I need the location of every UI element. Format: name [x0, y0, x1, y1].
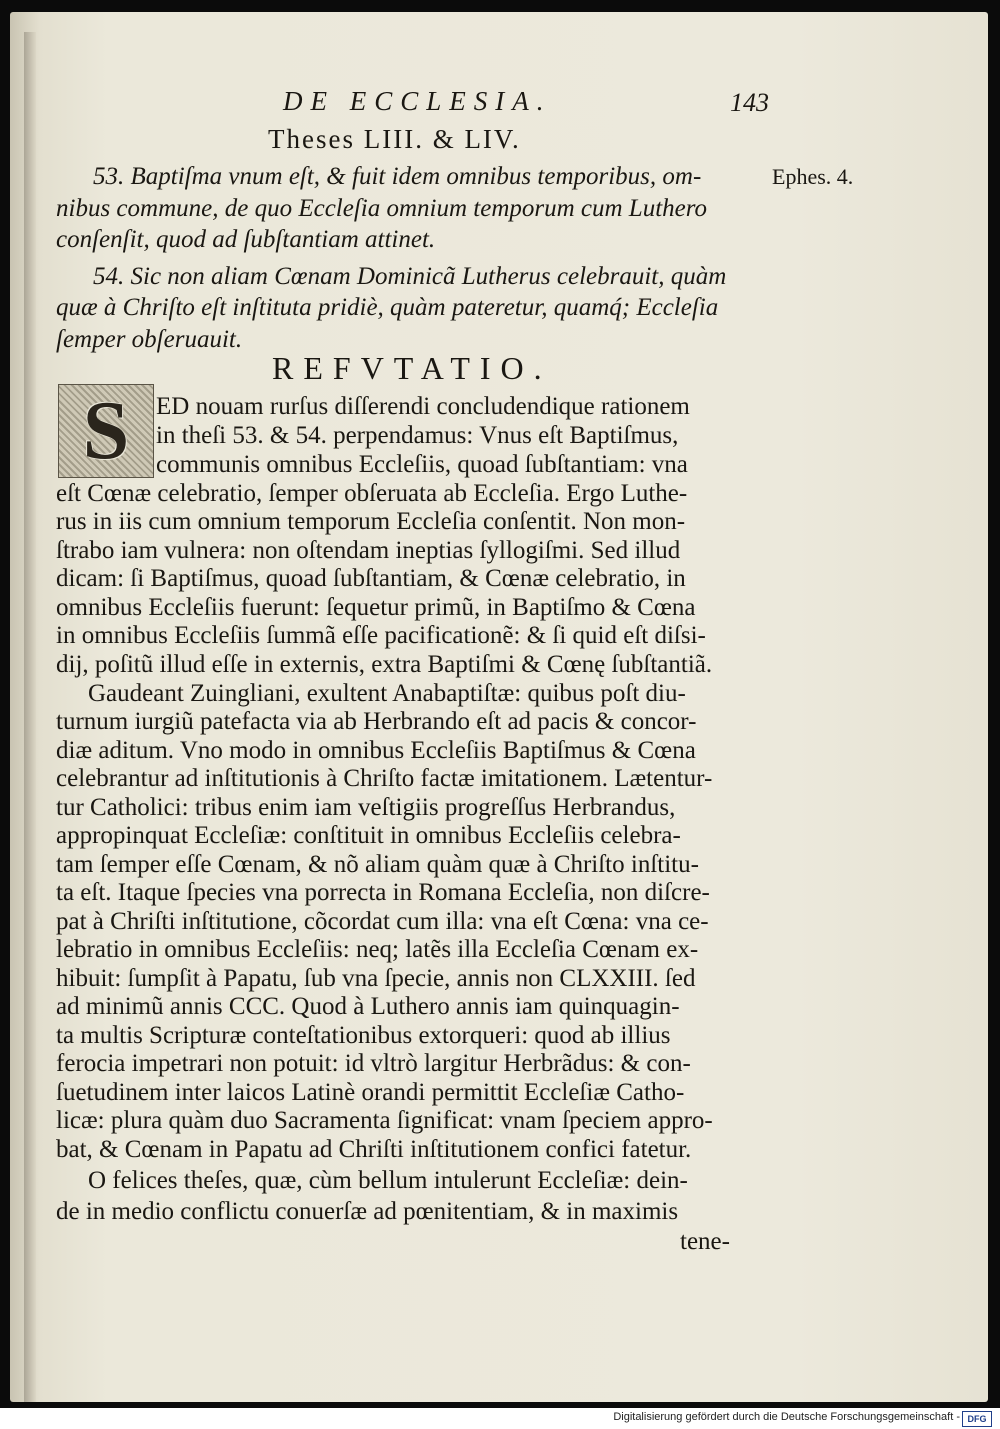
body-line: O felices theſes, quæ, cùm bellum intulerunt Eccleſiæ: dein- [88, 1167, 688, 1194]
theses-heading: Theses LIII. & LIV. [268, 124, 521, 154]
theses-line: 53. Baptiſma vnum eſt, & fuit idem omnibus temporibus, om- [93, 163, 702, 190]
body-line: communis omnibus Eccleſiis, quoad ſubſtantiam: vna [156, 451, 688, 478]
body-line: ſtrabo iam vulnera: non oſtendam ineptias ſyllogiſmi. Sed illud [56, 537, 681, 564]
body-line: bat, & Cœnam in Papatu ad Chriſti inſtitutionem confici fatetur. [56, 1136, 692, 1163]
body-line: omnibus Eccleſiis fuerunt: ſequetur primũ, in Baptiſmo & Cœna [56, 594, 696, 621]
body-line: appropinquat Eccleſiæ: conſtituit in omnibus Eccleſiis celebra- [56, 822, 681, 849]
body-line: pat à Chriſti inſtitutione, cõcordat cum illa: vna eſt Cœna: vna ce- [56, 908, 709, 935]
catchword: tene- [680, 1228, 730, 1255]
footer-bar [0, 1408, 1000, 1429]
body-line: tam ſemper eſſe Cœnam, & nõ aliam quàm quæ à Chriſto inſtitu- [56, 851, 699, 878]
body-line: in theſi 53. & 54. perpendamus: Vnus eſt Baptiſmus, [156, 422, 679, 449]
body-line: ta eſt. Itaque ſpecies vna porrecta in Romana Eccleſia, non diſcre- [56, 879, 710, 906]
margin-note: Ephes. 4. [772, 164, 854, 189]
body-line: lebratio in omnibus Eccleſiis: neq; latẽs illa Eccleſia Cœnam ex- [56, 936, 699, 963]
page-number: 143 [730, 88, 769, 117]
theses-line: nibus commune, de quo Eccleſia omnium temporum cum Luthero [56, 195, 708, 222]
funding-credit: Digitalisierung gefördert durch die Deutsche Forschungsgemeinschaft - [613, 1411, 960, 1423]
body-line: ad minimũ annis CCC. Quod à Luthero annis iam quinquagin- [56, 993, 680, 1020]
body-line: Gaudeant Zuingliani, exultent Anabaptiſtæ: quibus poſt diu- [88, 680, 686, 707]
body-line: tur Catholici: tribus enim iam veſtigiis progreſſus Herbrandus, [56, 794, 676, 821]
body-line: dicam: ſi Baptiſmus, quoad ſubſtantiam, & Cœnæ celebratio, in [56, 565, 686, 592]
page-gutter [24, 32, 36, 1402]
body-line: hibuit: ſumpſit à Papatu, ſub vna ſpecie, annis non CLXXIII. ſed [56, 965, 696, 992]
initial-letter: S [82, 384, 130, 477]
refutatio-heading: REFVTATIO. [272, 350, 552, 386]
running-head: DE ECCLESIA. [283, 86, 552, 116]
theses-line: conſenſit, quod ad ſubſtantiam attinet. [56, 226, 436, 253]
body-line: turnum iurgiũ patefacta via ab Herbrando eſt ad pacis & concor- [56, 708, 697, 735]
body-line: in omnibus Eccleſiis ſummã eſſe pacificationẽ: & ſi quid eſt diſsi- [56, 622, 706, 649]
body-line: de in medio conflictu conuerſæ ad pœnitentiam, & in maximis [56, 1198, 679, 1225]
body-line: ED nouam rurſus diſſerendi concludendique rationem [156, 393, 690, 420]
dfg-logo-icon: DFG [962, 1411, 992, 1427]
body-line: licæ: plura quàm duo Sacramenta ſignificat: vnam ſpeciem appro- [56, 1107, 713, 1134]
body-line: ferocia impetrari non potuit: id vltrò largitur Herbrãdus: & con- [56, 1050, 691, 1077]
body-line: dij, poſitũ illud eſſe in externis, extra Baptiſmi & Cœnę ſubſtantiã. [56, 651, 713, 678]
body-line: celebrantur ad inſtitutionis à Chriſto factæ imitationem. Lætentur- [56, 765, 713, 792]
body-line: ta multis Scripturæ conteſtationibus extorqueri: quod ab illius [56, 1022, 671, 1049]
body-line: rus in iis cum omnium temporum Eccleſia conſentit. Non mon- [56, 508, 686, 535]
decorated-initial [58, 384, 154, 478]
theses-line: 54. Sic non aliam Cœnam Dominicã Lutherus celebrauit, quàm [93, 263, 727, 290]
theses-line: ſemper obſeruauit. [56, 326, 243, 353]
body-line: eſt Cœnæ celebratio, ſemper obſeruata ab Eccleſia. Ergo Luthe- [56, 480, 688, 507]
body-line: ſuetudinem inter laicos Latinè orandi permittit Eccleſiæ Catho- [56, 1079, 685, 1106]
theses-line: quæ à Chriſto eſt inſtituta pridiè, quàm pateretur, quamq́; Eccleſia [56, 294, 719, 321]
body-line: diæ aditum. Vno modo in omnibus Eccleſiis Baptiſmus & Cœna [56, 737, 696, 764]
